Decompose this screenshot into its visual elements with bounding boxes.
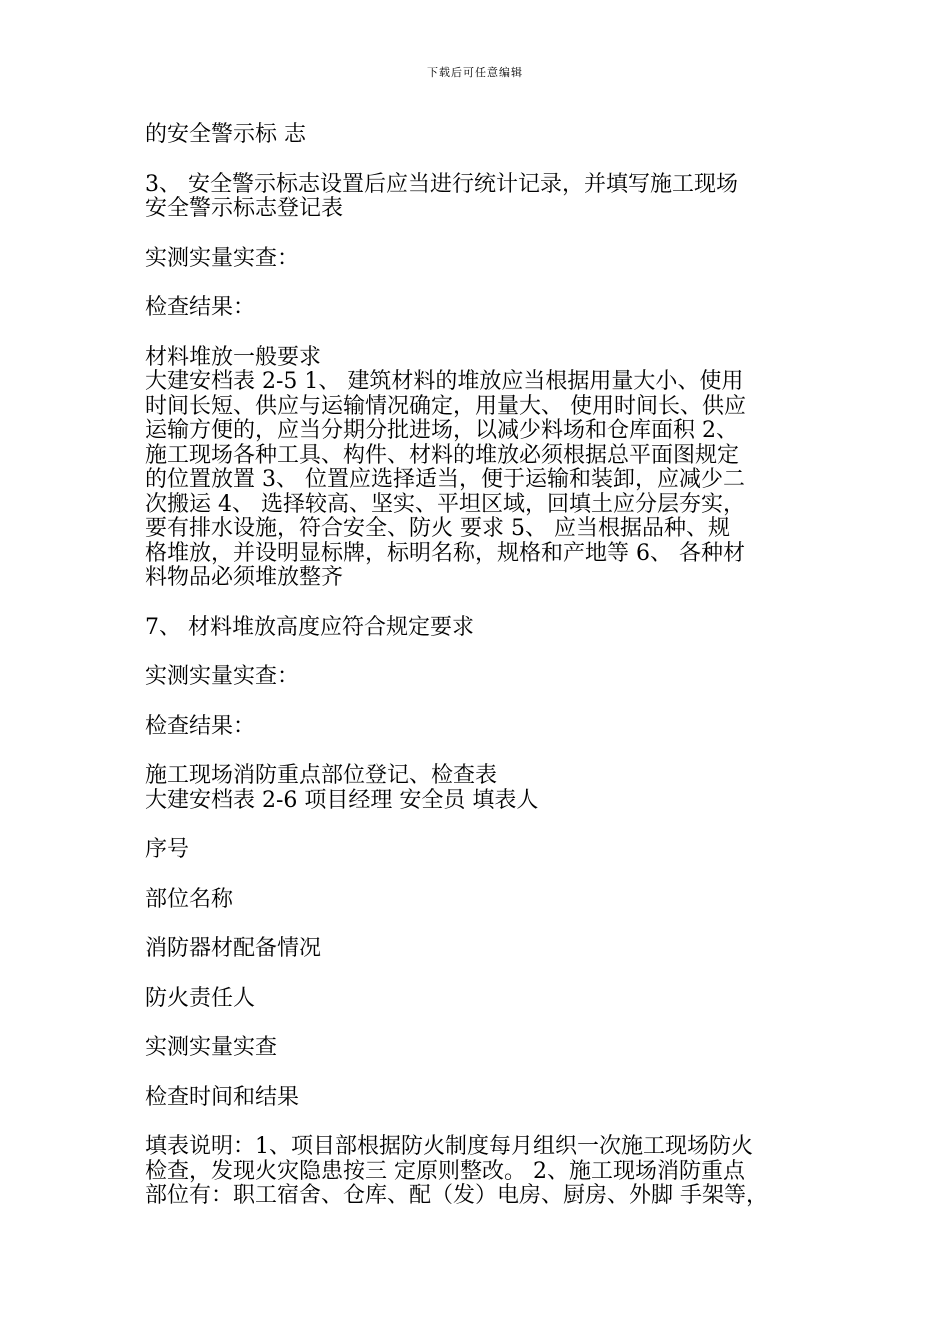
text-line: 消防器材配备情况 bbox=[145, 936, 322, 961]
paragraph bbox=[145, 888, 810, 913]
text-line: 实测实量实查 bbox=[145, 1035, 278, 1060]
text-line: 检查，发现火灾隐患按三 定原则整改。 2、施工现场消防重点 bbox=[145, 1158, 745, 1184]
text-line: 大建安档表 2-5 1、 建筑材料的堆放应当根据用量大小、使用 bbox=[145, 369, 744, 394]
paragraph bbox=[145, 123, 810, 148]
text-line: 施工现场各种工具、构件、材料的堆放必须根据总平面图规定 bbox=[145, 442, 740, 468]
text-line: 安全警示标志登记表 bbox=[145, 196, 344, 221]
paragraph bbox=[145, 1086, 810, 1111]
paragraph bbox=[145, 616, 810, 641]
paragraph bbox=[145, 987, 810, 1012]
page-header: 下载后可任意编辑 bbox=[427, 66, 523, 79]
text-line: 次搬运 4、 选择较高、坚实、平坦区域，回填土应分层夯实， bbox=[145, 491, 745, 517]
text-line: 实测实量实查： bbox=[145, 664, 300, 689]
text-line: 实测实量实查： bbox=[145, 245, 300, 271]
text-line: 的位置放置 3、 位置应选择适当，便于运输和装卸，应减少二 bbox=[145, 467, 745, 492]
text-line: 要有排水设施，符合安全、防火 要求 5、 应当根据品种、规 bbox=[145, 516, 730, 541]
paragraph bbox=[145, 346, 810, 591]
paragraph bbox=[145, 1135, 810, 1209]
paragraph bbox=[145, 296, 810, 321]
text-line: 的安全警示标 志 bbox=[145, 122, 306, 147]
document-body bbox=[145, 123, 810, 1234]
text-line: 填表说明：1、项目部根据防火制度每月组织一次施工现场防火 bbox=[145, 1134, 753, 1159]
paragraph bbox=[145, 937, 810, 962]
text-line: 格堆放，并设明显标牌，标明名称，规格和产地等 6、 各种材 bbox=[145, 540, 745, 566]
paragraph bbox=[145, 173, 810, 222]
paragraph bbox=[145, 838, 810, 863]
text-line: 部位名称 bbox=[145, 886, 234, 912]
text-line: 防火责任人 bbox=[145, 985, 256, 1011]
text-line: 部位有：职工宿舍、仓库、配（发）电房、厨房、外脚 手架等， bbox=[145, 1183, 768, 1208]
text-line: 时间长短、供应与运输情况确定，用量大、 使用时间长、供应 bbox=[145, 393, 746, 419]
text-line: 材料堆放一般要求 bbox=[145, 344, 322, 370]
text-line: 料物品必须堆放整齐 bbox=[145, 565, 344, 590]
paragraph bbox=[145, 665, 810, 690]
text-line: 施工现场消防重点部位登记、检查表 bbox=[145, 763, 498, 788]
text-line: 检查时间和结果 bbox=[145, 1084, 300, 1110]
text-line: 3、 安全警示标志设置后应当进行统计记录，并填写施工现场 bbox=[145, 171, 738, 197]
paragraph bbox=[145, 1036, 810, 1061]
text-line: 检查结果： bbox=[145, 713, 256, 739]
text-line: 序号 bbox=[145, 837, 190, 862]
paragraph bbox=[145, 247, 810, 272]
text-line: 大建安档表 2-6 项目经理 安全员 填表人 bbox=[145, 787, 539, 813]
paragraph bbox=[145, 764, 810, 813]
paragraph bbox=[145, 715, 810, 740]
text-line: 运输方便的，应当分期分批进场，以减少料场和仓库面积 2、 bbox=[145, 418, 738, 443]
text-line: 检查结果： bbox=[145, 295, 256, 320]
text-line: 7、 材料堆放高度应符合规定要求 bbox=[145, 614, 474, 640]
